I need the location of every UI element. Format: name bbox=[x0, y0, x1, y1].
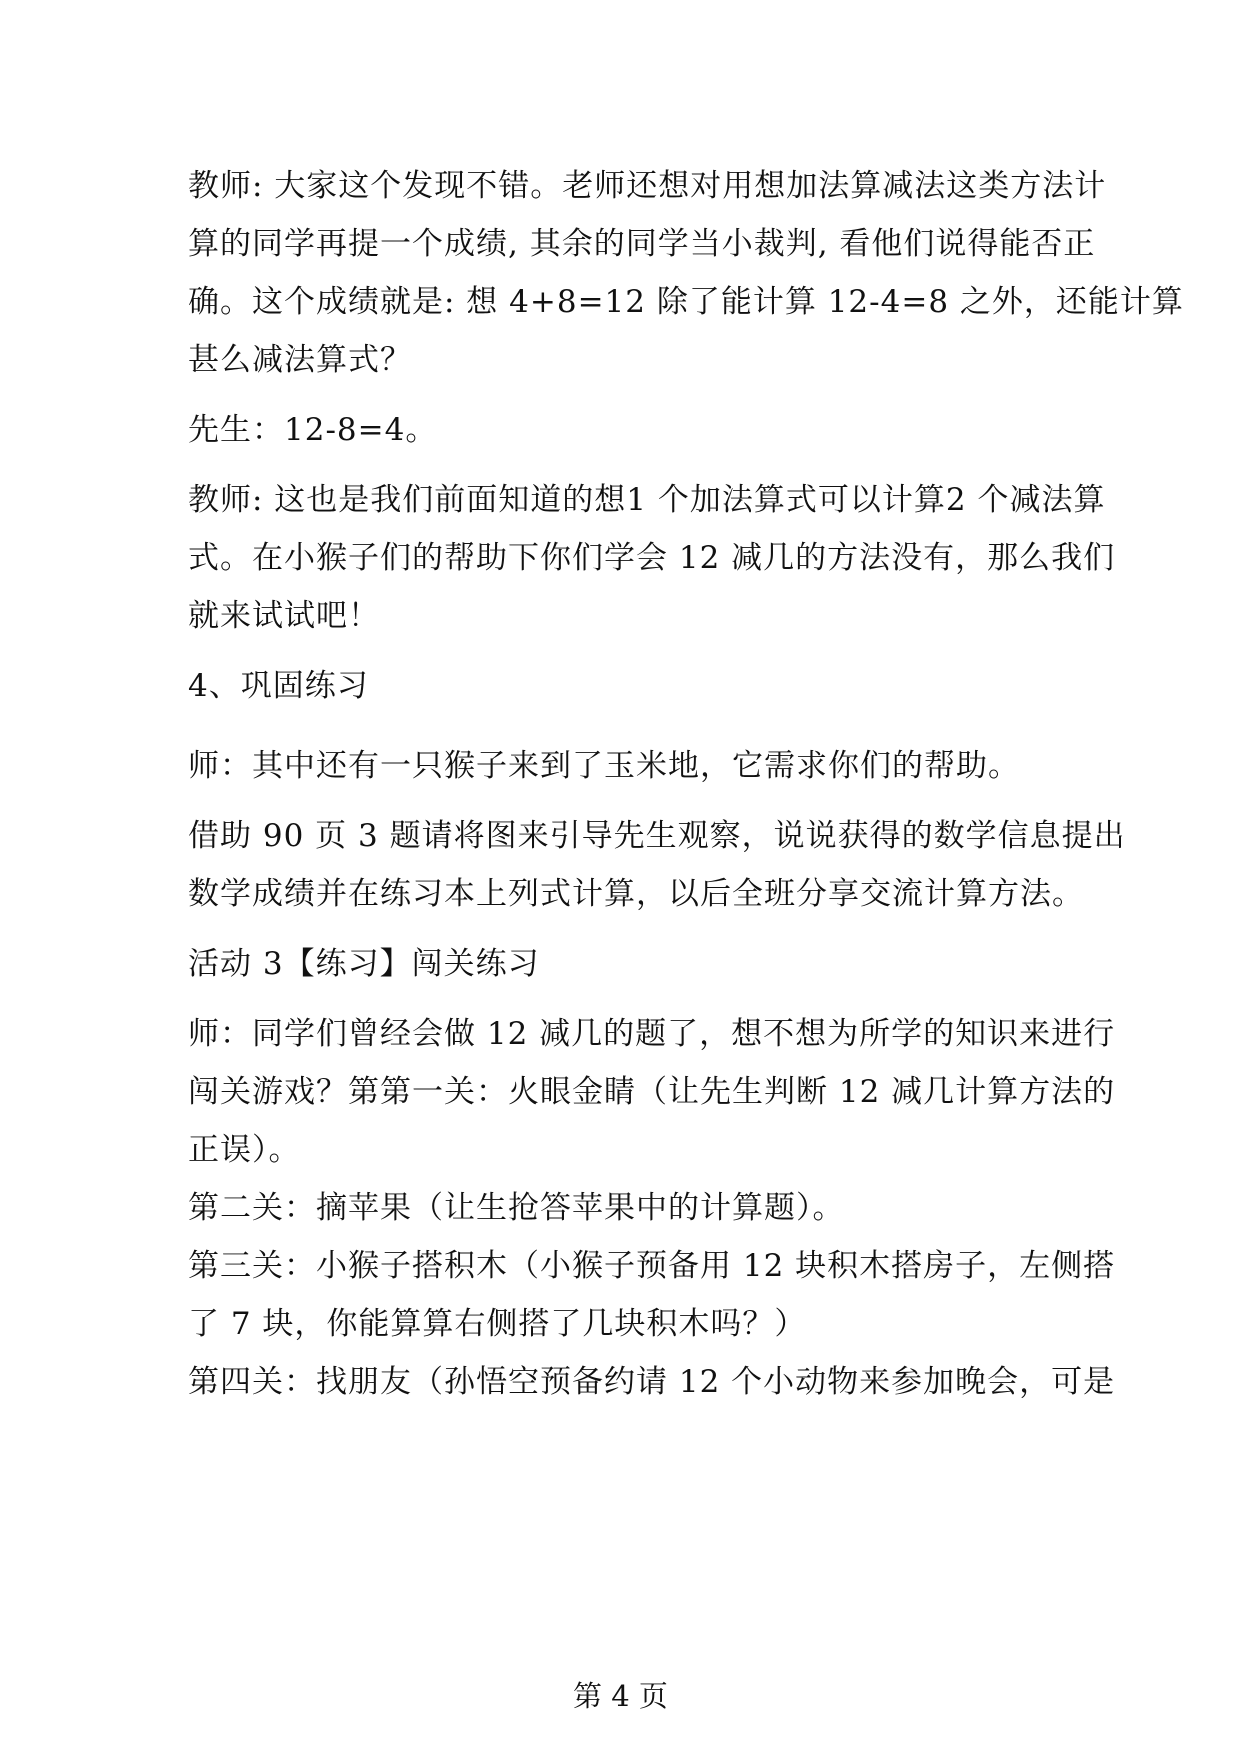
text-line: 正误）。 bbox=[188, 1132, 301, 1168]
section-heading: 活动 3【练习】闯关练习 bbox=[188, 946, 540, 982]
text-line: 第二关：摘苹果（让生抢答苹果中的计算题）。 bbox=[188, 1190, 845, 1226]
text-line: 第四关：找朋友（孙悟空预备约请 12 个小动物来参加晚会，可是 bbox=[188, 1364, 1116, 1400]
text-line: 教师: 大家这个发现不错。老师还想对用想加法算减法这类方法计 bbox=[188, 168, 1107, 204]
text-line: 就来试试吧！ bbox=[188, 598, 380, 634]
text-line: 第三关：小猴子搭积木（小猴子预备用 12 块积木搭房子，左侧搭 bbox=[188, 1248, 1116, 1284]
text-line: 师：同学们曾经会做 12 减几的题了，想不想为所学的知识来进行 bbox=[188, 1016, 1116, 1052]
section-heading: 4、巩固练习 bbox=[188, 668, 369, 704]
text-line: 了 7 块，你能算算右侧搭了几块积木吗？） bbox=[188, 1306, 807, 1342]
text-line: 闯关游戏？第第一关：火眼金睛（让先生判断 12 减几计算方法的 bbox=[188, 1074, 1116, 1110]
text-line: 先生：12-8=4。 bbox=[188, 412, 438, 448]
text-line: 教师: 这也是我们前面知道的想1 个加法算式可以计算2 个减法算 bbox=[188, 482, 1106, 518]
text-line: 确。这个成绩就是: 想 4+8=12 除了能计算 12-4=8 之外，还能计算 bbox=[188, 284, 1184, 320]
text-line: 甚么减法算式？ bbox=[188, 342, 412, 378]
text-line: 数学成绩并在练习本上列式计算，以后全班分享交流计算方法。 bbox=[188, 876, 1084, 912]
text-line: 师：其中还有一只猴子来到了玉米地，它需求你们的帮助。 bbox=[188, 748, 1020, 784]
text-line: 算的同学再提一个成绩, 其余的同学当小裁判, 看他们说得能否正 bbox=[188, 226, 1096, 262]
text-line: 式。在小猴子们的帮助下你们学会 12 减几的方法没有，那么我们 bbox=[188, 540, 1116, 576]
text-line: 借助 90 页 3 题请将图来引导先生观察，说说获得的数学信息提出 bbox=[188, 818, 1126, 854]
page-number: 第 4 页 bbox=[573, 1679, 668, 1713]
